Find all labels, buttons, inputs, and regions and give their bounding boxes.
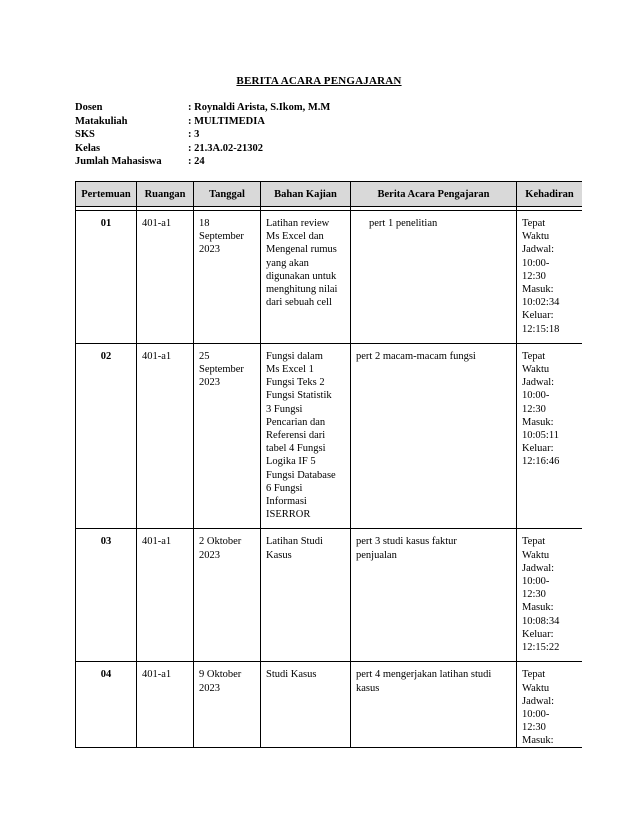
header-ruangan: Ruangan	[137, 182, 194, 207]
cell-pertemuan: 01	[76, 211, 137, 340]
header-kehadiran: Kehadiran	[517, 182, 583, 207]
cell-ruangan: 401-a1	[137, 662, 194, 748]
cell-ruangan: 401-a1	[137, 211, 194, 340]
info-label: SKS	[75, 129, 95, 140]
table-row	[76, 211, 583, 340]
info-label: Dosen	[75, 102, 103, 113]
cell-ruangan: 401-a1	[137, 529, 194, 658]
info-value: : 3	[188, 129, 200, 140]
cell-bahan-kajian: Studi Kasus	[261, 662, 351, 748]
info-row-dosen	[75, 101, 330, 115]
info-label: Jumlah Mahasiswa	[75, 156, 162, 167]
cell-berita-acara: pert 2 macam-macam fungsi	[351, 343, 517, 525]
info-value: : 24	[188, 156, 205, 167]
course-info	[75, 101, 330, 169]
info-row-matakuliah	[75, 115, 330, 129]
info-row-kelas	[75, 142, 330, 156]
info-label: Matakuliah	[75, 115, 128, 127]
cell-tanggal: 9 Oktober 2023	[194, 662, 261, 748]
cell-tanggal: 2 Oktober 2023	[194, 529, 261, 658]
cell-tanggal: 25 September 2023	[194, 343, 261, 525]
document-title: BERITA ACARA PENGAJARAN	[236, 75, 402, 87]
cell-berita-acara: pert 4 mengerjakan latihan studi kasus	[351, 662, 517, 748]
header-tanggal: Tanggal	[194, 182, 261, 207]
cell-pertemuan: 04	[76, 662, 137, 748]
cell-bahan-kajian: Latihan review Ms Excel dan Mengenal rumus yang akan digunakan untuk menghitung nilai dari sebuah cell	[261, 211, 351, 340]
cell-pertemuan: 03	[76, 529, 137, 658]
cell-kehadiran: Tepat Waktu Jadwal: 10:00- 12:30 Masuk:	[517, 662, 583, 748]
info-value: : 21.3A.02-21302	[188, 142, 263, 154]
table-row	[76, 529, 583, 658]
info-row-jumlah-mahasiswa	[75, 155, 330, 169]
table-header-row	[76, 182, 583, 207]
info-value: : MULTIMEDIA	[188, 115, 265, 127]
cell-kehadiran: Tepat Waktu Jadwal: 10:00- 12:30 Masuk: 10:05:11 Keluar: 12:16:46	[517, 343, 583, 525]
header-berita-acara: Berita Acara Pengajaran	[351, 182, 517, 207]
attendance-table-container	[75, 181, 582, 748]
header-bahan-kajian: Bahan Kajian	[261, 182, 351, 207]
table-row	[76, 662, 583, 748]
cell-berita-acara: pert 3 studi kasus faktur penjualan	[351, 529, 517, 658]
table-row	[76, 343, 583, 525]
info-value: : Roynaldi Arista, S.Ikom, M.M	[188, 102, 331, 113]
header-pertemuan: Pertemuan	[76, 182, 137, 207]
attendance-table	[75, 181, 582, 748]
cell-bahan-kajian: Latihan Studi Kasus	[261, 529, 351, 658]
cell-tanggal: 18 September 2023	[194, 211, 261, 340]
info-row-sks	[75, 128, 330, 142]
cell-bahan-kajian: Fungsi dalam Ms Excel 1 Fungsi Teks 2 Fungsi Statistik 3 Fungsi Pencarian dan Referensi dari tabel 4 Fungsi Logika IF 5 Fungsi Database 6 Fungsi Informasi ISERROR	[261, 343, 351, 525]
cell-kehadiran: Tepat Waktu Jadwal: 10:00- 12:30 Masuk: 10:02:34 Keluar: 12:15:18	[517, 211, 583, 340]
cell-kehadiran: Tepat Waktu Jadwal: 10:00- 12:30 Masuk: 10:08:34 Keluar: 12:15:22	[517, 529, 583, 658]
cell-ruangan: 401-a1	[137, 343, 194, 525]
cell-pertemuan: 02	[76, 343, 137, 525]
cell-berita-acara: pert 1 penelitian	[351, 211, 517, 340]
info-label: Kelas	[75, 142, 101, 154]
